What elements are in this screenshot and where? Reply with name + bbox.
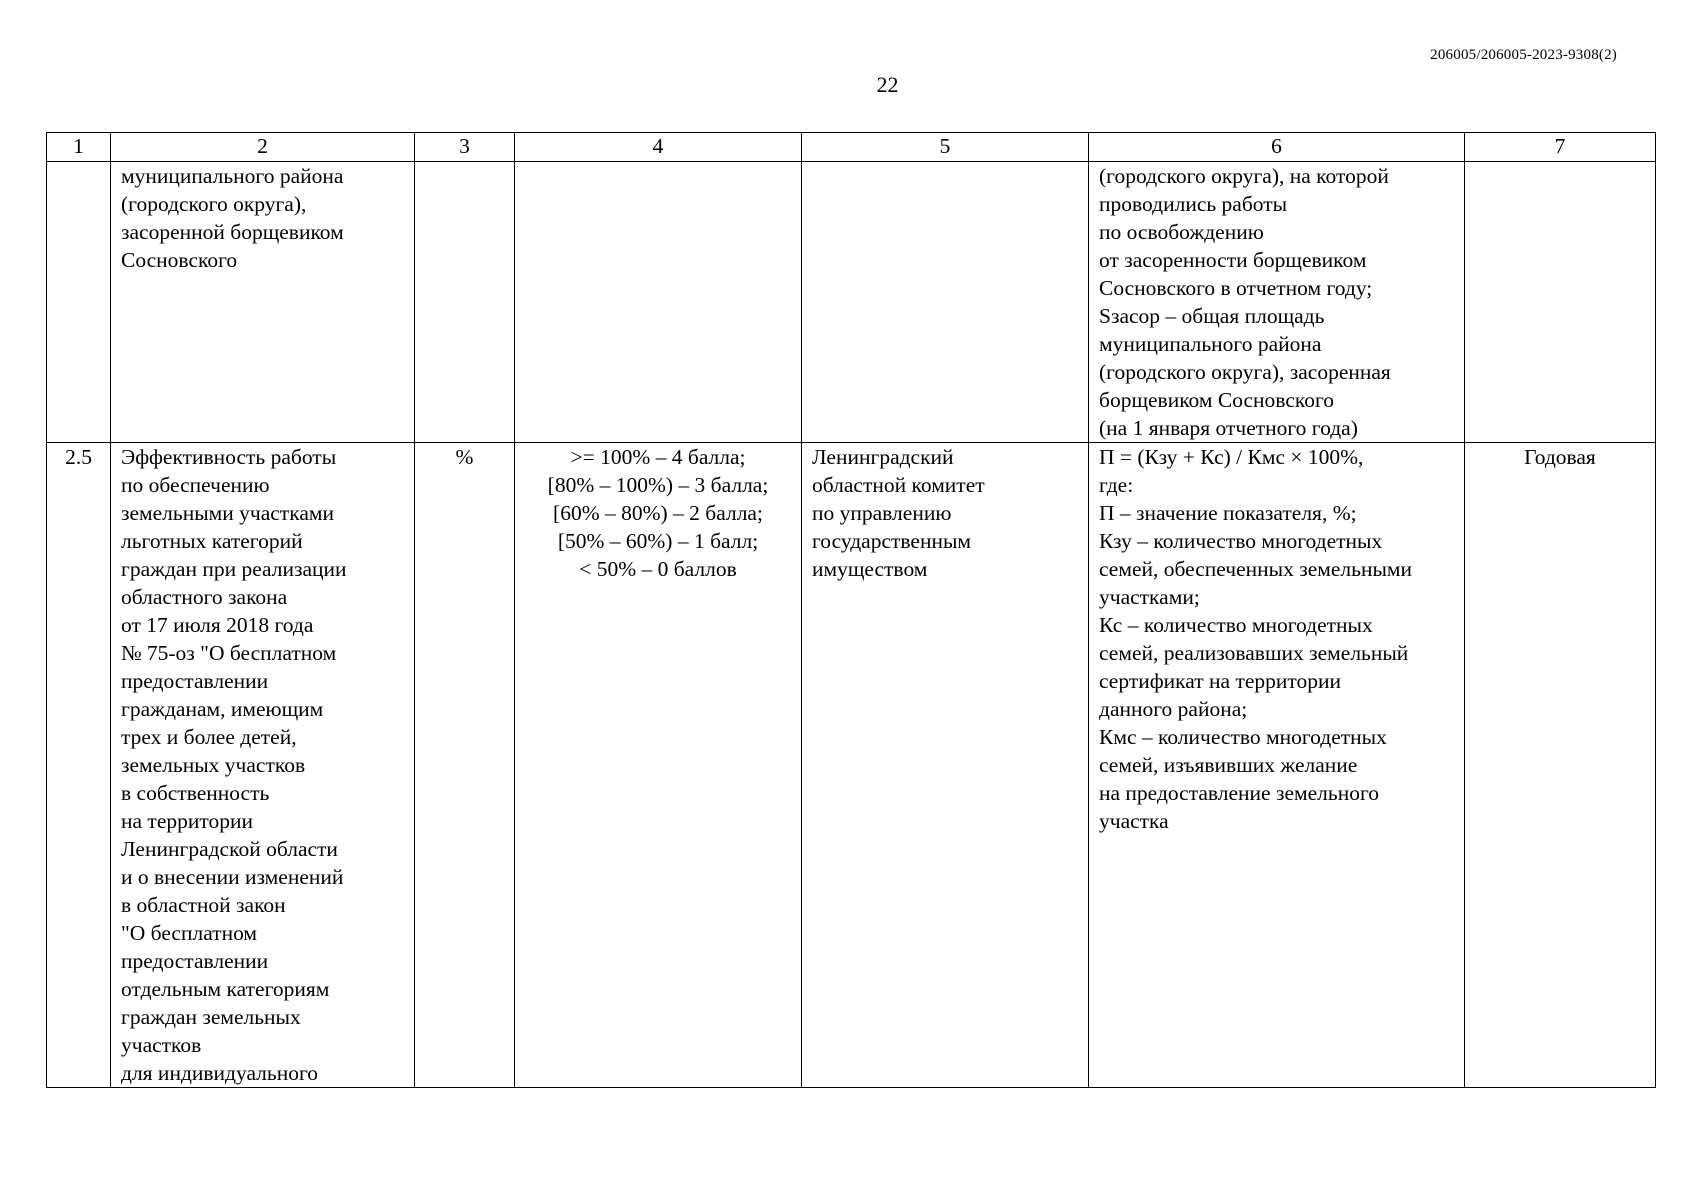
text-line: (городского округа),	[121, 192, 307, 216]
text-line: П = (Кзу + Кс) / Кмс × 100%,	[1099, 445, 1364, 469]
text-line: на территории	[121, 809, 253, 833]
text-line: Кмс – количество многодетных	[1099, 725, 1387, 749]
text-line: участками;	[1099, 585, 1200, 609]
text-line: Ленинградской области	[121, 837, 338, 861]
column-number-3: 3	[415, 133, 515, 162]
text-line: сертификат на территории	[1099, 669, 1342, 693]
unit-cell	[415, 162, 515, 443]
text-line: Ленинградский	[812, 445, 954, 469]
document-id: 206005/206005-2023-9308(2)	[1430, 47, 1617, 63]
text-line: по обеспечению	[121, 473, 270, 497]
text-line: семей, реализовавших земельный	[1099, 641, 1409, 665]
text-line: земельных участков	[121, 753, 306, 777]
text-line: в собственность	[121, 781, 270, 805]
text-line: по управлению	[812, 501, 952, 525]
column-number-2: 2	[111, 133, 415, 162]
text-line: Кзу – количество многодетных	[1099, 529, 1383, 553]
text-line: от 17 июля 2018 года	[121, 613, 314, 637]
text-line: № 75-оз "О бесплатном	[121, 641, 337, 665]
text-line: граждан при реализации	[121, 557, 347, 581]
column-number-4: 4	[515, 133, 802, 162]
text-line: (городского округа), засоренная	[1099, 360, 1391, 384]
column-number-7: 7	[1465, 133, 1656, 162]
text-line: в областной закон	[121, 893, 286, 917]
text-line: "О бесплатном	[121, 921, 258, 945]
text-line: предоставлении	[121, 669, 269, 693]
text-line: по освобождению	[1099, 220, 1264, 244]
text-line: областной комитет	[812, 473, 985, 497]
criteria-line: < 50% – 0 баллов	[579, 557, 737, 581]
row-number-cell	[47, 162, 111, 443]
formula-cell	[1089, 443, 1465, 1088]
column-number-5: 5	[802, 133, 1089, 162]
indicator-name-cell	[111, 443, 415, 1088]
text-line: имуществом	[812, 557, 928, 581]
criteria-cell	[515, 162, 802, 443]
text-line: граждан земельных	[121, 1005, 301, 1029]
row-number-cell: 2.5	[47, 443, 111, 1088]
text-line: государственным	[812, 529, 972, 553]
text-line: областного закона	[121, 585, 288, 609]
criteria-cell	[515, 443, 802, 1088]
text-line: засоренной борщевиком	[121, 220, 344, 244]
text-line: проводились работы	[1099, 192, 1288, 216]
text-line: трех и более детей,	[121, 725, 297, 749]
text-line: данного района;	[1099, 697, 1248, 721]
table-row	[47, 162, 1656, 443]
text-line: Сосновского в отчетном году;	[1099, 276, 1373, 300]
page-number: 22	[876, 72, 899, 97]
text-line: семей, обеспеченных земельными	[1099, 557, 1413, 581]
text-line: муниципального района	[121, 164, 344, 188]
text-line: П – значение показателя, %;	[1099, 501, 1357, 525]
criteria-line: [60% – 80%) – 2 балла;	[553, 501, 763, 525]
responsible-cell	[802, 162, 1089, 443]
indicator-name-cell	[111, 162, 415, 443]
text-line: Сосновского	[121, 248, 238, 272]
text-line: предоставлении	[121, 949, 269, 973]
text-line: семей, изъявивших желание	[1099, 753, 1358, 777]
column-number-6: 6	[1089, 133, 1465, 162]
formula-cell	[1089, 162, 1465, 443]
text-line: отдельным категориям	[121, 977, 330, 1001]
text-line: борщевиком Сосновского	[1099, 388, 1334, 412]
responsible-cell	[802, 443, 1089, 1088]
text-line: Sзасор – общая площадь	[1099, 304, 1325, 328]
text-line: гражданам, имеющим	[121, 697, 324, 721]
text-line: земельными участками	[121, 501, 334, 525]
text-line: и о внесении изменений	[121, 865, 344, 889]
indicators-table	[46, 132, 1656, 1088]
text-line: (городского округа), на которой	[1099, 164, 1389, 188]
text-line: от засоренности борщевиком	[1099, 248, 1367, 272]
text-line: участка	[1099, 809, 1169, 833]
criteria-line: >= 100% – 4 балла;	[570, 445, 746, 469]
unit-cell: %	[415, 443, 515, 1088]
text-line: для индивидуального	[121, 1061, 319, 1085]
column-number-row	[47, 133, 1656, 162]
column-number-1: 1	[47, 133, 111, 162]
periodicity-cell	[1465, 162, 1656, 443]
text-line: (на 1 января отчетного года)	[1099, 416, 1358, 440]
criteria-line: [80% – 100%) – 3 балла;	[547, 473, 769, 497]
periodicity-cell: Годовая	[1465, 443, 1656, 1088]
text-line: Кс – количество многодетных	[1099, 613, 1373, 637]
text-line: где:	[1099, 473, 1134, 497]
text-line: участков	[121, 1033, 202, 1057]
text-line: Эффективность работы	[121, 445, 337, 469]
text-line: льготных категорий	[121, 529, 303, 553]
criteria-line: [50% – 60%) – 1 балл;	[557, 529, 759, 553]
text-line: муниципального района	[1099, 332, 1322, 356]
table-row	[47, 443, 1656, 1088]
text-line: на предоставление земельного	[1099, 781, 1379, 805]
